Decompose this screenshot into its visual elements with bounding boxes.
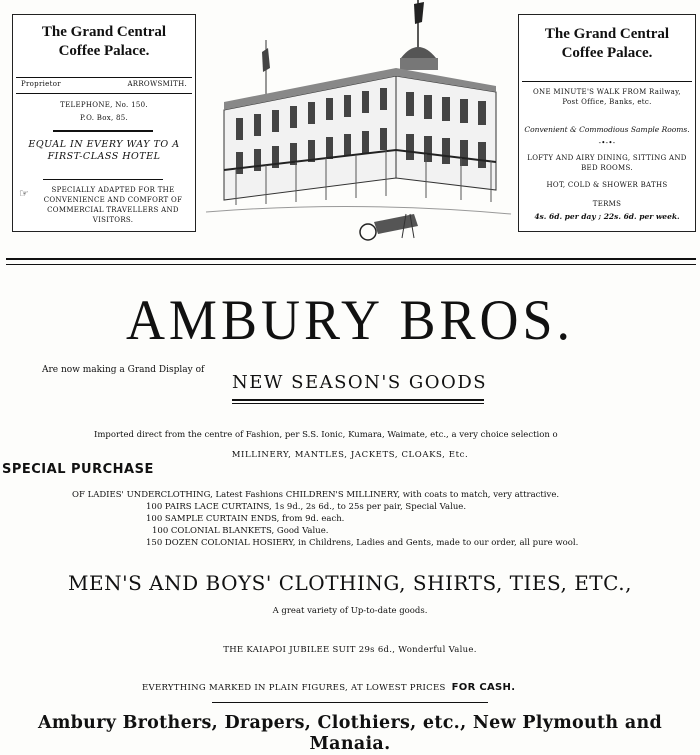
baths: HOT, COLD & SHOWER BATHS	[546, 181, 668, 189]
footer-signature: Ambury Brothers, Drapers, Clothiers, etc., New Plymouth and Manaia.	[37, 713, 663, 754]
first-class-tagline: EQUAL IN EVERY WAY TO A FIRST-CLASS HOTEL	[28, 139, 180, 162]
purchase-item: 100 PAIRS LACE CURTAINS, 1s 9d., 2s 6d., to 25s per pair, Special Value.	[146, 502, 467, 512]
proprietor-name: ARROWSMITH.	[127, 80, 187, 88]
goods-underline	[232, 403, 484, 404]
right-ad-box	[518, 14, 696, 232]
millinery-line: MILLINERY, MANTLES, JACKETS, CLOAKS, Etc.	[231, 450, 469, 460]
section-divider	[6, 258, 696, 260]
divider	[16, 77, 192, 78]
hand-pointer-icon: ☞	[19, 187, 29, 200]
special-purchase: SPECIAL PURCHASE	[2, 462, 154, 477]
section-divider	[6, 264, 696, 265]
left-ad-box	[12, 14, 196, 232]
imported-text: Imported direct from the centre of Fashion, per S.S. Ionic, Kumara, Waimate, etc., a very choice selection o	[94, 430, 558, 440]
purchase-item: 100 COLONIAL BLANKETS, Good Value.	[152, 526, 329, 536]
display-intro: Are now making a Grand Display of	[42, 365, 205, 375]
for-cash-text: FOR CASH.	[451, 682, 516, 693]
po-box: P.O. Box, 85.	[79, 114, 129, 122]
purchase-item: OF LADIES' UNDERCLOTHING, Latest Fashions CHILDREN'S MILLINERY, with coats to match, very attractive.	[72, 490, 560, 500]
special-adapted-text: SPECIALLY ADAPTED FOR THE CONVENIENCE AND COMFORT OF COMMERCIAL TRAVELLERS AND VISITORS.	[43, 186, 183, 224]
coffee-palace-building-illustration	[196, 0, 514, 250]
new-seasons-goods: NEW SEASON'S GOODS	[232, 372, 488, 393]
divider	[43, 179, 163, 180]
sample-rooms: Convenient & Commodious Sample Rooms.	[524, 125, 690, 134]
divider	[522, 81, 692, 82]
purchase-item: 100 SAMPLE CURTAIN ENDS, from 9d. each.	[146, 514, 345, 524]
left-box-title: The Grand Central Coffee Palace.	[41, 24, 167, 59]
variety-line: A great variety of Up-to-date goods.	[272, 606, 428, 616]
ornament-divider: -•-•-	[598, 139, 616, 147]
ambury-headline: AMBURY BROS.	[125, 288, 575, 352]
right-box-title: The Grand Central Coffee Palace.	[544, 26, 670, 61]
divider	[53, 130, 153, 132]
proprietor-label: Proprietor	[21, 80, 61, 88]
footer-rule	[212, 702, 488, 703]
clothing-heading: MEN'S AND BOYS' CLOTHING, SHIRTS, TIES, ETC.,	[68, 571, 632, 595]
kaiapoi-suit: THE KAIAPOI JUBILEE SUIT 29s 6d., Wonderful Value.	[223, 645, 477, 655]
telephone: TELEPHONE, No. 150.	[60, 101, 148, 109]
divider	[16, 93, 192, 94]
plain-figures-line	[142, 682, 515, 693]
one-minute-walk: ONE MINUTE'S WALK FROM Railway, Post Office, Banks, etc.	[533, 88, 681, 106]
plain-figures-text: EVERYTHING MARKED IN PLAIN FIGURES, AT LOWEST PRICES	[142, 683, 446, 693]
purchase-item: 150 DOZEN COLONIAL HOSIERY, in Childrens, Ladies and Gents, made to our order, all pure wool.	[146, 538, 579, 548]
dining-rooms: LOFTY AND AIRY DINING, SITTING AND BED ROOMS.	[527, 154, 687, 172]
goods-underline	[232, 399, 484, 401]
terms-prices: 4s. 6d. per day ; 22s. 6d. per week.	[534, 212, 680, 221]
terms-label: TERMS	[592, 200, 622, 208]
